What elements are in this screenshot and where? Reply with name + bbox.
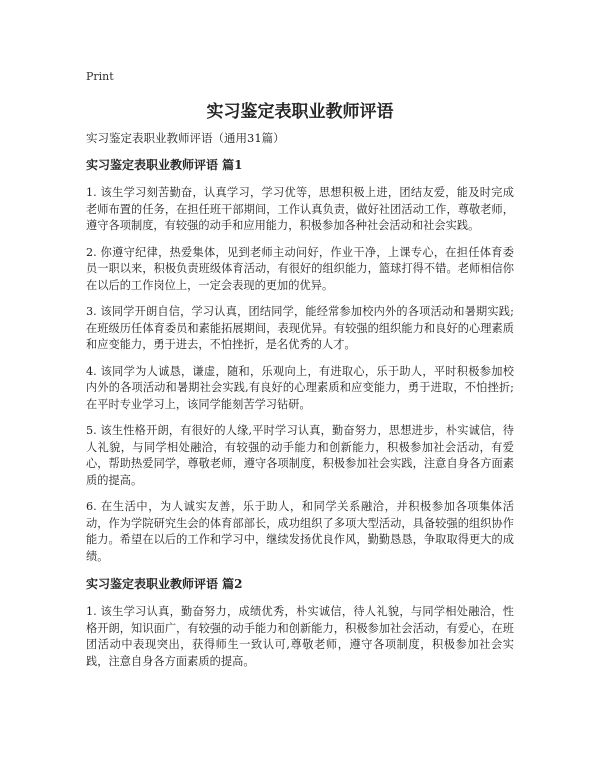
paragraph: 2. 你遵守纪律，热爱集体，见到老师主动问好，作业干净，上课专心，在担任体育委员一职以来，积极负责班级体育活动，有很好的组织能力，篮球打得不错。老师相信你在以后的工作岗位上，一定会表现的更加的优异。 bbox=[86, 245, 514, 292]
paragraph: 6. 在生活中，为人诚实友善，乐于助人，和同学关系融洽，并积极参加各项集体活动，作为学院研究生会的体育部部长，成功组织了多项大型活动，具备较强的组织协作能力。希望在以后的工作和学习中，继续发扬优良作风，勤勤恳恳，争取取得更大的成绩。 bbox=[86, 500, 514, 563]
paragraph: 1. 该生学习刻苦勤奋，认真学习，学习优等，思想积极上进，团结友爱，能及时完成老师布置的任务，在担任班干部期间，工作认真负责，做好社团活动工作，尊敬老师，遵守各项制度，有较强的动手和应用能力，积极参加各种社会活动和社会实践。 bbox=[86, 186, 514, 232]
section-1 bbox=[86, 156, 514, 565]
section-heading: 实习鉴定表职业教师评语 篇1 bbox=[86, 158, 243, 172]
paragraph: 3. 该同学开朗自信，学习认真，团结同学，能经常参加校内外的各项活动和暑期实践;在班级历任体育委员和素能拓展期间，表现优异。有较强的组织能力和良好的心理素质和应变能力，勇于进去，不怕挫折，是名优秀的人才。 bbox=[86, 305, 514, 351]
section-2 bbox=[86, 575, 514, 670]
document-subtitle: 实习鉴定表职业教师评语（通用31篇） bbox=[86, 131, 285, 145]
paragraph: 4. 该同学为人诚恳，谦虚，随和，乐观向上，有进取心，乐于助人，平时积极参加校内外的各项活动和暑期社会实践,有良好的心理素质和应变能力，勇于进取，不怕挫折;在平时专业学习上，该同学能刻苦学习钻研。 bbox=[86, 364, 514, 411]
section-heading: 实习鉴定表职业教师评语 篇2 bbox=[86, 577, 243, 591]
page-title: 实习鉴定表职业教师评语 bbox=[206, 102, 394, 122]
print-label: Print bbox=[86, 70, 114, 83]
paragraph: 1. 该生学习认真，勤奋努力，成绩优秀，朴实诚信，待人礼貌，与同学相处融洽，性格开朗，知识面广，有较强的动手能力和创新能力，积极参加社会活动，有爱心，在班团活动中表现突出，获得师生一致认可,尊敬老师，遵守各项制度，积极参加社会实践，注意自身各方面素质的提高。 bbox=[86, 605, 514, 668]
paragraph: 5. 该生性格开朗，有很好的人缘,平时学习认真，勤奋努力，思想进步，朴实诚信，待人礼貌，与同学相处融洽，有较强的动手能力和创新能力，积极参加社会活动，有爱心，帮助热爱同学，尊敬老师，遵守各项制度，积极参加社会实践，注意自身各方面素质的提高。 bbox=[86, 424, 514, 487]
